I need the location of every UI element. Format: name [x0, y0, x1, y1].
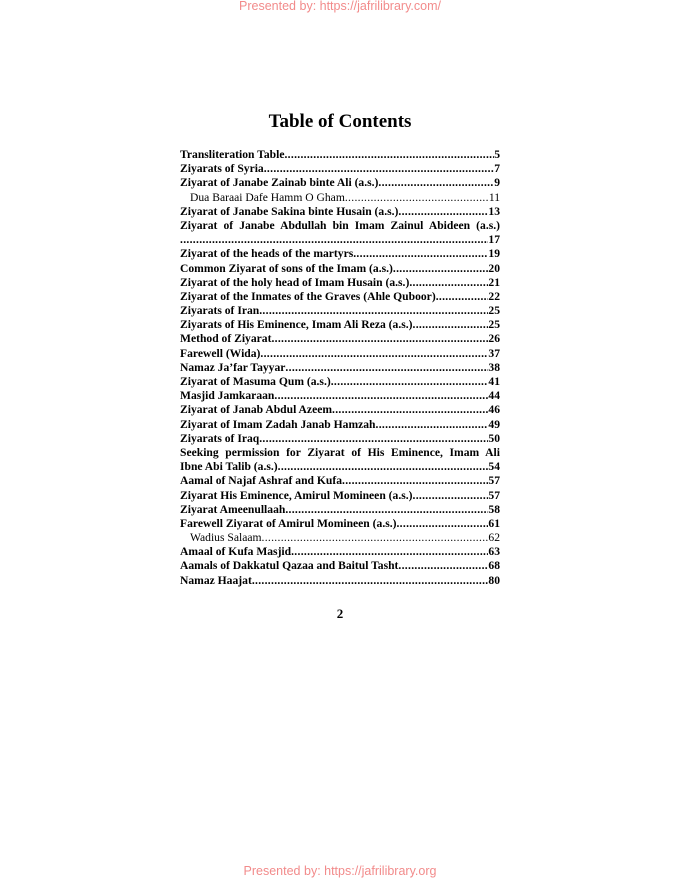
page-title: Table of Contents [268, 111, 412, 132]
dot-leader [285, 503, 488, 517]
toc-title: Ziyarat Ameenullaah [180, 502, 286, 516]
dot-leader [409, 276, 488, 290]
toc-page: 63 [488, 545, 500, 559]
toc-entry[interactable] [180, 460, 500, 474]
dot-leader [278, 460, 489, 474]
toc-entry[interactable] [180, 531, 500, 545]
toc-page: 58 [488, 502, 500, 516]
dot-leader [252, 574, 489, 588]
toc-title: Ziyarats of His Eminence, Imam Ali Reza (a.s.) [180, 318, 413, 332]
toc-page: 13 [488, 204, 500, 218]
toc-title: Common Ziyarat of sons of the Imam (a.s.) [180, 261, 393, 275]
toc-page: 26 [488, 332, 500, 346]
toc-page: 49 [488, 417, 500, 431]
toc-entry[interactable] [180, 503, 500, 517]
toc-page: 7 [494, 162, 500, 176]
toc-entry-title[interactable]: Seeking permission for Ziyarat of His Eminence, Imam Ali [180, 445, 500, 459]
toc-entry[interactable] [180, 418, 500, 432]
toc-title: Amaal of Kufa Masjid [180, 545, 292, 559]
toc-title: Ziyarat of Janab Abdul Azeem [180, 403, 333, 417]
toc-entry[interactable] [180, 262, 500, 276]
toc-page: 38 [488, 360, 500, 374]
page-number: 2 [336, 606, 344, 621]
toc-entry[interactable] [180, 474, 500, 488]
watermark-top: Presented by: https://jafrilibrary.com/ [239, 0, 441, 13]
toc-entry[interactable] [180, 276, 500, 290]
toc-page: 37 [488, 346, 500, 360]
toc-page: 25 [488, 318, 500, 332]
toc-title: Ziyarat His Eminence, Amirul Momineen (a.s.) [180, 488, 413, 502]
dot-leader [284, 148, 494, 162]
toc-entry[interactable] [180, 148, 500, 162]
dot-leader [259, 432, 488, 446]
toc-page: 41 [488, 375, 500, 388]
dot-leader [345, 191, 489, 205]
dot-leader [378, 176, 494, 190]
dot-leader [274, 389, 488, 403]
toc-page: 25 [488, 304, 500, 318]
toc-entry[interactable] [180, 361, 500, 375]
toc-page: 57 [488, 474, 500, 488]
toc-title: Ziyarat of Janabe Sakina binte Husain (a.s.) [180, 204, 399, 218]
dot-leader [342, 474, 488, 488]
toc-page: 80 [488, 573, 500, 587]
dot-leader [259, 304, 488, 318]
toc-entry[interactable] [180, 162, 500, 176]
toc-page: 19 [488, 247, 500, 261]
dot-leader [260, 347, 488, 361]
toc-entry[interactable] [180, 517, 500, 531]
toc-entry[interactable] [180, 375, 500, 389]
toc-entry[interactable] [180, 574, 500, 588]
toc-title: Farewell Ziyarat of Amirul Momineen (a.s.) [180, 516, 397, 530]
toc-page: 22 [488, 289, 500, 303]
toc-title: Transliteration Table [180, 148, 285, 161]
toc-page: 21 [488, 275, 500, 289]
dot-leader [291, 545, 488, 559]
toc-title: Ziyarat of the Inmates of the Graves (Ahle Quboor) [180, 289, 436, 303]
dot-leader [396, 517, 488, 531]
toc-page: 9 [494, 176, 500, 190]
table-of-contents [180, 148, 500, 588]
watermark-bottom: Presented by: https://jafrilibrary.org [243, 864, 437, 878]
toc-entry-title[interactable]: Ziyarat of Janabe Abdullah bin Imam Zainul Abideen (a.s.) [180, 218, 500, 232]
toc-title: Method of Ziyarat [180, 332, 272, 346]
toc-entry[interactable] [180, 389, 500, 403]
toc-page: 5 [494, 148, 500, 161]
dot-leader [413, 489, 489, 503]
toc-entry[interactable] [180, 290, 500, 304]
toc-page: 62 [488, 531, 500, 545]
dot-leader [180, 233, 488, 247]
toc-entry[interactable] [180, 247, 500, 261]
toc-entry[interactable] [180, 347, 500, 361]
toc-title: Ziyarats of Iran [180, 304, 260, 318]
toc-entry[interactable] [180, 332, 500, 346]
toc-title: Masjid Jamkaraan [180, 389, 275, 403]
dot-leader [332, 403, 488, 417]
dot-leader [393, 262, 489, 276]
toc-title: Ziyarat of Masuma Qum (a.s.) [180, 375, 331, 388]
dot-leader [264, 162, 494, 176]
dot-leader [413, 318, 489, 332]
dot-leader [285, 361, 488, 375]
toc-title: Aamals of Dakkatul Qazaa and Baitul Tasht [180, 559, 399, 573]
toc-entry[interactable] [180, 191, 500, 205]
toc-entry[interactable] [180, 489, 500, 503]
toc-page: 17 [488, 233, 500, 247]
dot-leader [398, 205, 488, 219]
toc-entry[interactable] [180, 205, 500, 219]
dot-leader [331, 375, 489, 389]
toc-page: 20 [488, 261, 500, 275]
toc-page: 46 [488, 403, 500, 417]
toc-page: 68 [488, 559, 500, 573]
toc-entry[interactable] [180, 559, 500, 573]
toc-entry[interactable] [180, 403, 500, 417]
toc-title: Ziyarats of Syria [180, 162, 264, 176]
toc-title-cont: Ibne Abi Talib (a.s.) [180, 460, 278, 474]
toc-title: Namaz Ja’far Tayyar [180, 360, 286, 374]
toc-entry[interactable] [180, 233, 500, 247]
toc-page: 44 [488, 389, 500, 403]
toc-entry[interactable] [180, 176, 500, 190]
dot-leader [262, 531, 489, 545]
toc-page: 61 [488, 516, 500, 530]
dot-leader [353, 247, 488, 261]
toc-page: 11 [488, 190, 500, 204]
dot-leader [271, 332, 488, 346]
toc-page: 57 [488, 488, 500, 502]
dot-leader [436, 290, 489, 304]
toc-title: Dua Baraai Dafe Hamm O Gham [190, 190, 345, 204]
toc-title: Namaz Haajat [180, 573, 252, 587]
dot-leader [398, 559, 488, 573]
toc-title: Ziyarat of the heads of the martyrs [180, 247, 354, 261]
dot-leader [376, 418, 489, 432]
toc-page: 54 [488, 460, 500, 474]
toc-title: Ziyarat of the holy head of Imam Husain (a.s.) [180, 275, 410, 289]
toc-title: Ziyarats of Iraq [180, 431, 260, 445]
toc-title: Wadius Salaam [190, 531, 262, 545]
toc-entry[interactable] [180, 304, 500, 318]
toc-title: Ziyarat of Janabe Zainab binte Ali (a.s.) [180, 176, 379, 190]
toc-entry[interactable] [180, 318, 500, 332]
toc-entry[interactable] [180, 545, 500, 559]
toc-title: Farewell (Wida) [180, 346, 261, 360]
toc-title: Ziyarat of Imam Zadah Janab Hamzah [180, 417, 376, 431]
toc-title: Aamal of Najaf Ashraf and Kufa [180, 474, 342, 488]
toc-entry[interactable] [180, 432, 500, 446]
toc-page: 50 [488, 431, 500, 445]
